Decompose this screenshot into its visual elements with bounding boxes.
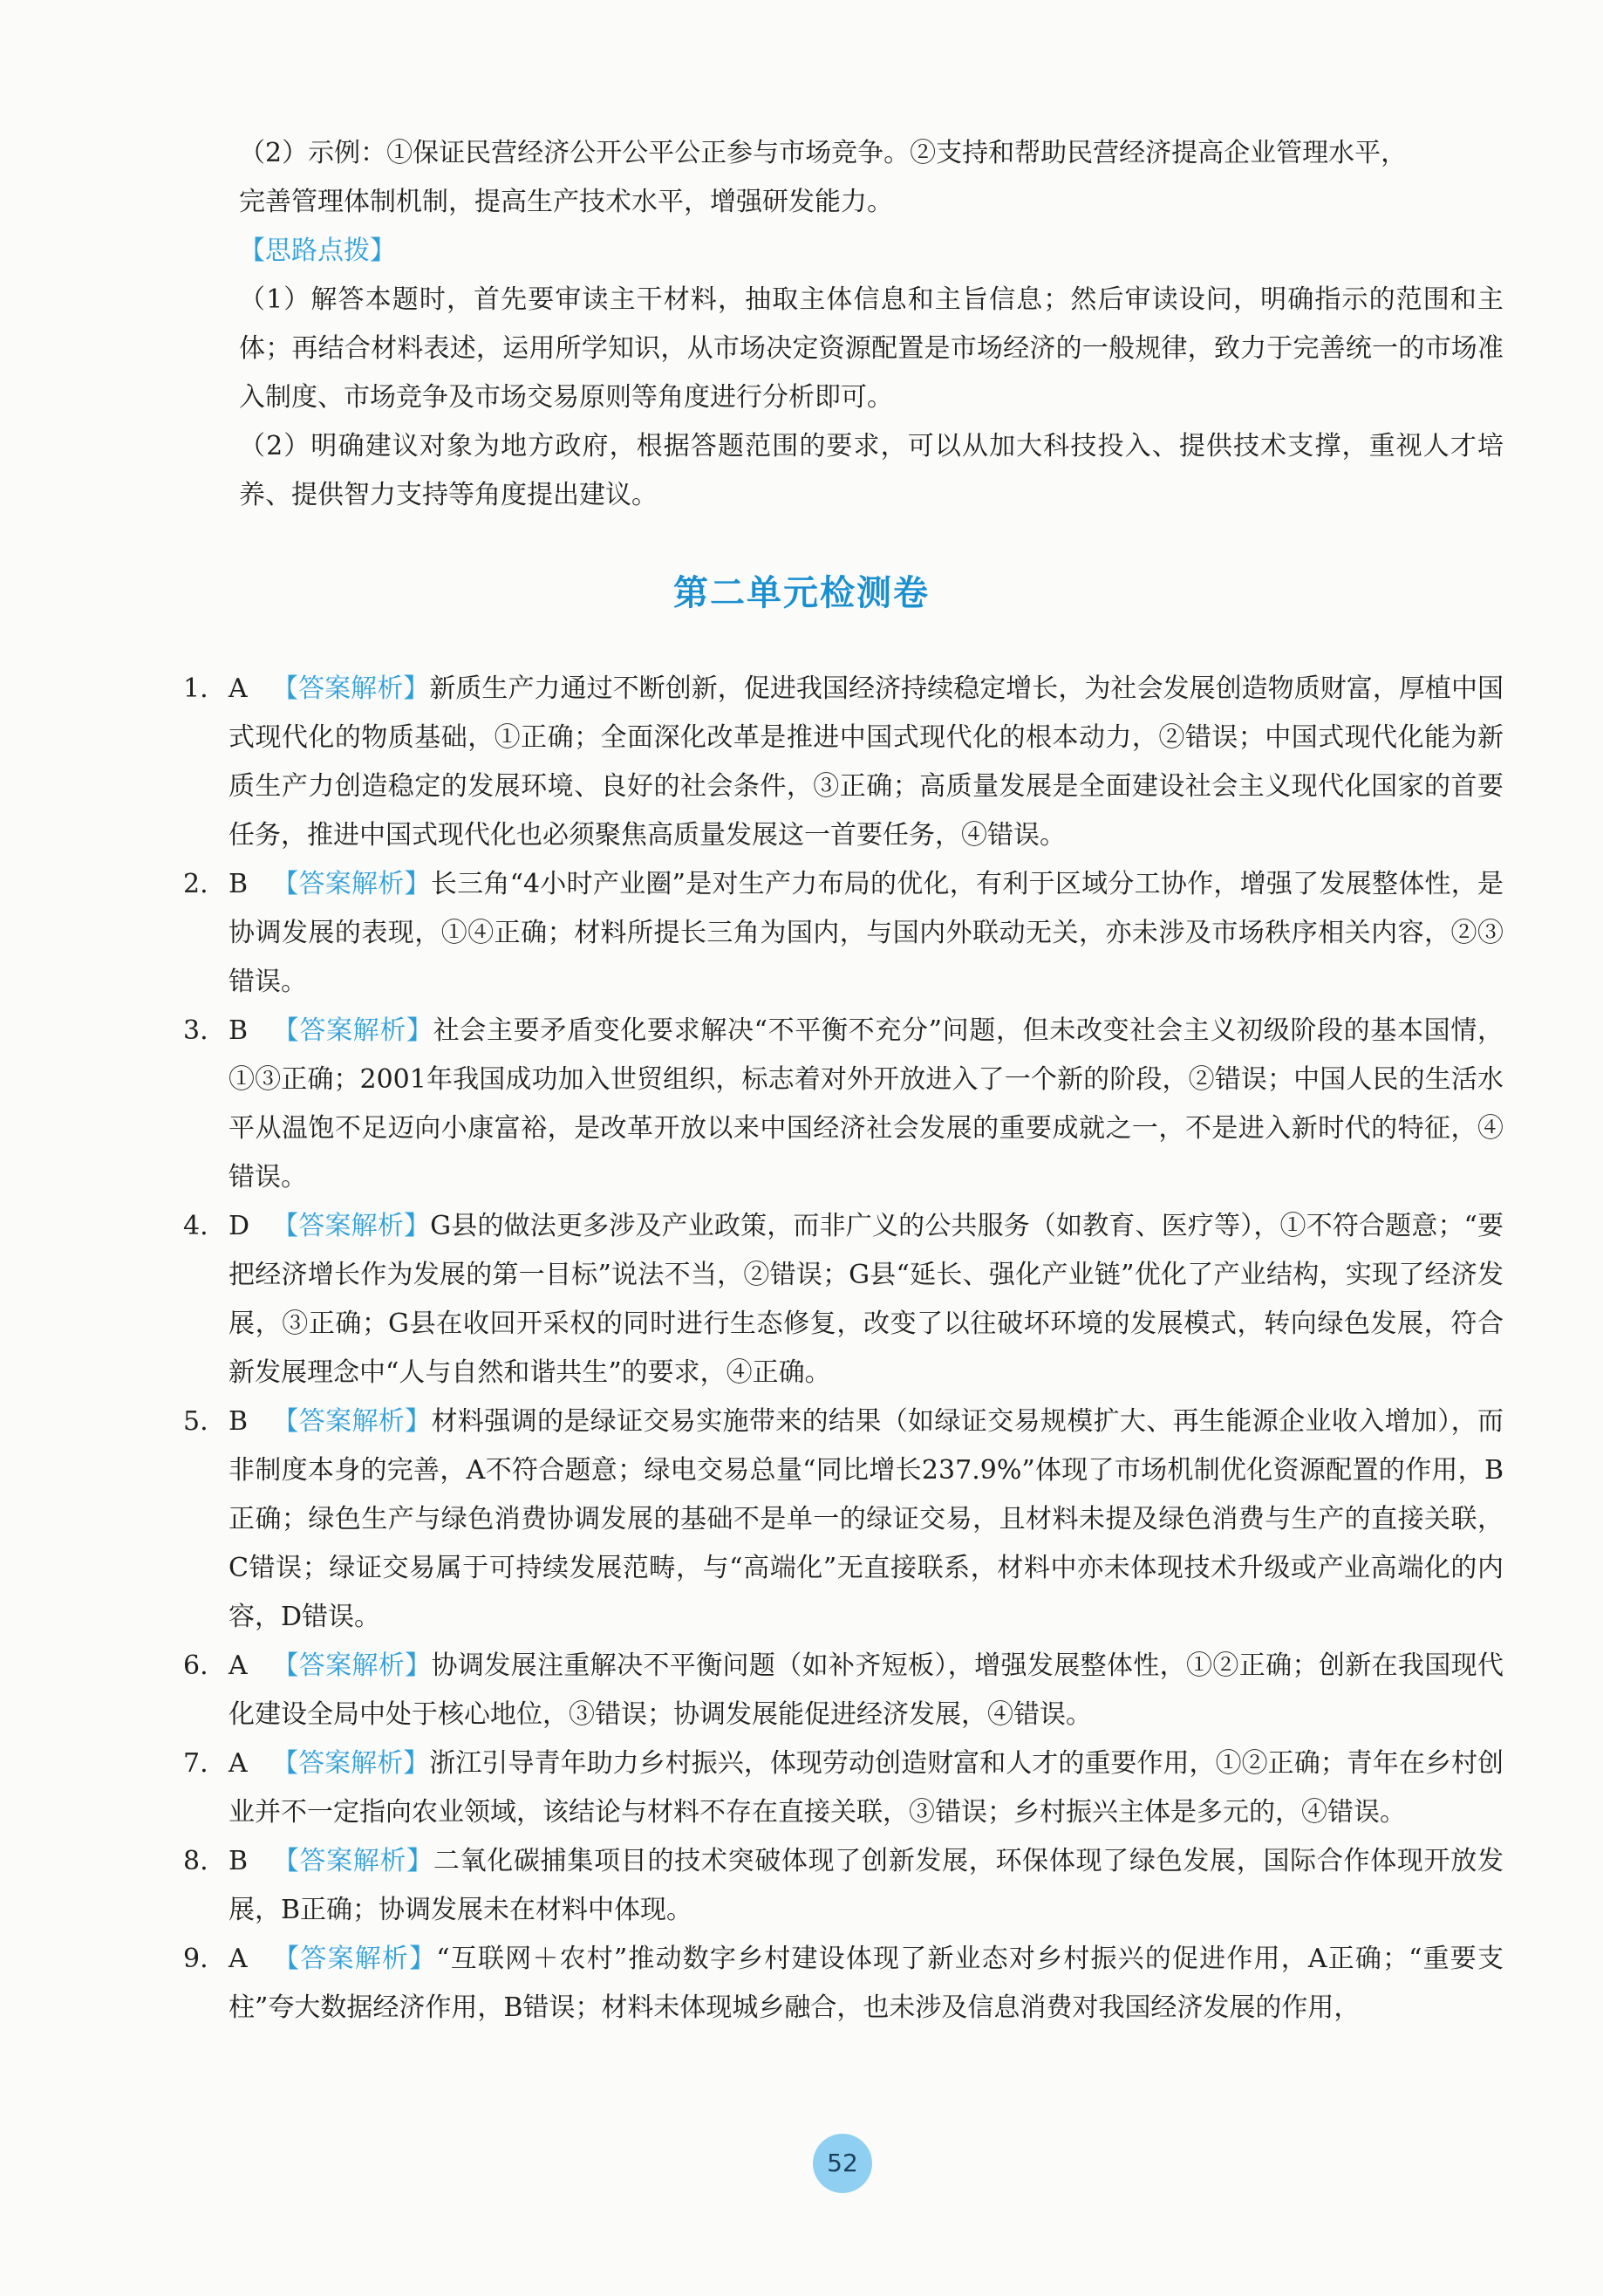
item-body: [229, 860, 1504, 1007]
answer-part2-line2: 完善管理体制机制，提高生产技术水平，增强研发能力。: [239, 187, 893, 217]
item-body: [229, 1642, 1504, 1739]
answer-text: 浙江引导青年助力乡村振兴，体现劳动创造财富和人才的重要作用，①②正确；青年在乡村创业并不一定指向农业领域，该结论与材料不存在直接关联，③错误；乡村振兴主体是多元的，④错误。: [229, 1748, 1504, 1828]
answer-item-7: [183, 1739, 1504, 1837]
answer-choice: A: [229, 1748, 248, 1779]
answer-choice: B: [229, 1846, 249, 1876]
answer-label: 【答案解析】: [272, 673, 430, 704]
item-body: [229, 1397, 1504, 1642]
tip-paragraph-1: （1）解答本题时，首先要审读主干材料，抽取主体信息和主旨信息；然后审读设问，明确指示的范围和主体；再结合材料表述，运用所学知识，从市场决定资源配置是市场经济的一般规律，致力于完善统一的市场准入制度、市场竞争及市场交易原则等角度进行分析即可。: [239, 284, 1504, 413]
item-body: [229, 1007, 1504, 1202]
item-body: [229, 665, 1504, 860]
answer-choice: B: [229, 869, 249, 899]
answer-choice: A: [229, 1944, 248, 1974]
answer-choice: B: [229, 1015, 249, 1046]
item-body: [229, 1739, 1504, 1837]
answer-label: 【答案解析】: [272, 869, 431, 899]
item-number: 5.: [183, 1406, 208, 1437]
answer-label: 【答案解析】: [272, 1944, 437, 1974]
answer-item-9: [183, 1935, 1504, 2033]
answer-text: 二氧化碳捕集项目的技术突破体现了创新发展，环保体现了绿色发展，国际合作体现开放发展，B正确；协调发展未在材料中体现。: [229, 1846, 1504, 1925]
answer-label: 【答案解析】: [272, 1748, 430, 1779]
answer-item-1: [183, 665, 1504, 860]
answer-text: 材料强调的是绿证交易实施带来的结果（如绿证交易规模扩大、再生能源企业收入增加），而非制度本身的完善，A不符合题意；绿电交易总量“同比增长237.9%”体现了市场机制优化资源配置的作用，B正确；绿色生产与绿色消费协调发展的基础不是单一的绿证交易，且材料未提及绿色消费与生产的直接关联，C错误；绿证交易属于可持续发展范畴，与“高端化”无直接联系，材料中亦未体现技术升级或产业高端化的内容，D错误。: [229, 1406, 1504, 1632]
answer-text: 新质生产力通过不断创新，促进我国经济持续稳定增长，为社会发展创造物质财富，厚植中国式现代化的物质基础，①正确；全面深化改革是推进中国式现代化的根本动力，②错误；中国式现代化能为新质生产力创造稳定的发展环境、良好的社会条件，③正确；高质量发展是全面建设社会主义现代化国家的首要任务，推进中国式现代化也必须聚焦高质量发展这一首要任务，④错误。: [229, 673, 1504, 851]
answer-label: 【答案解析】: [272, 1406, 432, 1437]
answer-text: “互联网＋农村”推动数字乡村建设体现了新业态对乡村振兴的促进作用，A正确；“重要支柱”夸大数据经济作用，B错误；材料未体现城乡融合，也未涉及信息消费对我国经济发展的作用，: [229, 1944, 1504, 2023]
tip-label: 【思路点拨】: [239, 236, 396, 266]
item-number: 4.: [183, 1211, 208, 1241]
answer-choice: D: [229, 1211, 250, 1241]
answer-text: 协调发展注重解决不平衡问题（如补齐短板），增强发展整体性，①②正确；创新在我国现代化建设全局中处于核心地位，③错误；协调发展能促进经济发展，④错误。: [229, 1650, 1504, 1730]
item-number: 6.: [183, 1650, 208, 1681]
answer-text: 社会主要矛盾变化要求解决“不平衡不充分”问题，但未改变社会主义初级阶段的基本国情，①③正确；2001年我国成功加入世贸组织，标志着对外开放进入了一个新的阶段，②错误；中国人民的生活水平从温饱不足迈向小康富裕，是改革开放以来中国经济社会发展的重要成就之一，不是进入新时代的特征，④错误。: [229, 1015, 1504, 1192]
item-number: 9.: [183, 1944, 208, 1974]
answer-choice: A: [229, 1650, 248, 1681]
item-number: 7.: [183, 1748, 208, 1779]
answer-label: 【答案解析】: [272, 1650, 432, 1681]
answer-choice: A: [229, 673, 248, 704]
answer-choice: B: [229, 1406, 249, 1437]
answer-label: 【答案解析】: [272, 1846, 433, 1876]
answer-item-2: [183, 860, 1504, 1007]
answer-item-6: [183, 1642, 1504, 1739]
answer-item-8: [183, 1837, 1504, 1935]
previous-answer-continuation: [239, 129, 1504, 520]
answer-part2-line1: （2）示例：①保证民营经济公开公平公正参与市场竞争。②支持和帮助民营经济提高企业管理水平，: [239, 138, 1408, 168]
section-title: 第二单元检测卷: [673, 573, 930, 613]
item-number: 8.: [183, 1846, 208, 1876]
answer-text: G县的做法更多涉及产业政策，而非广义的公共服务（如教育、医疗等），①不符合题意；“要把经济增长作为发展的第一目标”说法不当，②错误；G县“延长、强化产业链”优化了产业结构，实现了经济发展，③正确；G县在收回开采权的同时进行生态修复，改变了以往破坏环境的发展模式，转向绿色发展，符合新发展理念中“人与自然和谐共生”的要求，④正确。: [229, 1211, 1504, 1388]
item-body: [229, 1837, 1504, 1935]
answer-label: 【答案解析】: [272, 1015, 433, 1046]
answer-list: [183, 665, 1504, 2033]
page-number-badge: 52: [813, 2134, 872, 2193]
answer-label: 【答案解析】: [272, 1211, 431, 1241]
item-body: [229, 1202, 1504, 1397]
answer-text: 长三角“4小时产业圈”是对生产力布局的优化，有利于区域分工协作，增强了发展整体性，是协调发展的表现，①④正确；材料所提长三角为国内，与国内外联动无关，亦未涉及市场秩序相关内容，②③错误。: [229, 869, 1504, 997]
item-number: 3.: [183, 1015, 208, 1046]
item-number: 1.: [183, 673, 208, 704]
item-body: [229, 1935, 1504, 2033]
tip-paragraph-2: （2）明确建议对象为地方政府，根据答题范围的要求，可以从加大科技投入、提供技术支撑，重视人才培养、提供智力支持等角度提出建议。: [239, 431, 1504, 510]
item-number: 2.: [183, 869, 208, 899]
answer-item-3: [183, 1007, 1504, 1202]
answer-item-4: [183, 1202, 1504, 1397]
answer-item-5: [183, 1397, 1504, 1642]
